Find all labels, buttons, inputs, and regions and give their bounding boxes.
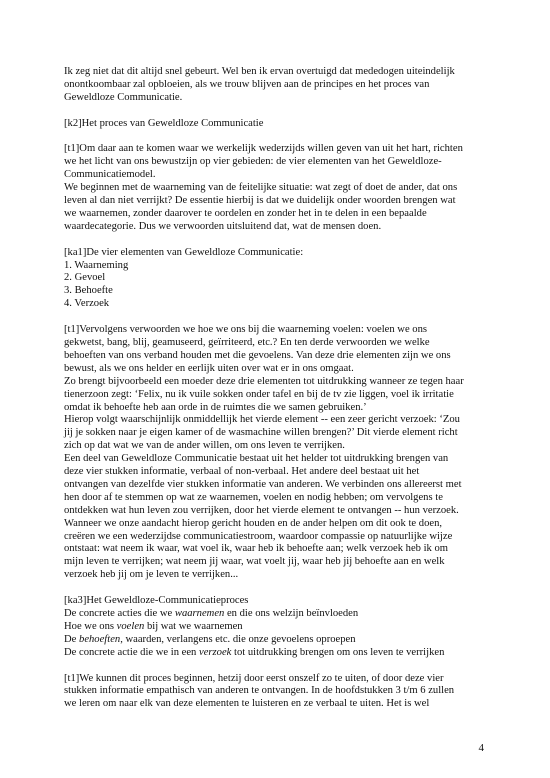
heading-text: [k2]Het proces van Geweldloze Communicatie — [64, 117, 264, 129]
list-heading: [ka1]De vier elementen van Geweldloze Communicatie: — [64, 246, 304, 258]
text-line: tienerzoon zegt: ‘Felix, nu ik vuile sokken onder tafel en bij de tv zie liggen, voel ik irritatie — [64, 388, 454, 400]
text-line: Geweldloze Communicatie. — [64, 91, 183, 103]
text-line: jij je sokken naar je eigen kamer of de wasmachine willen brengen?’ Dit vierde element richt — [64, 427, 458, 439]
document-page — [64, 66, 498, 724]
paragraph-2 — [64, 324, 498, 582]
page-number: 4 — [478, 742, 484, 754]
emphasis: voelen — [116, 620, 145, 632]
list-heading: [ka3]Het Geweldloze-Communicatieproces — [64, 595, 249, 607]
text-line: Wanneer we onze aandacht hierop gericht houden en de ander helpen om dit ook te doen, — [64, 517, 443, 529]
text-segment: en die ons welzijn beïnvloeden — [224, 607, 359, 619]
emphasis: behoeften — [79, 633, 121, 645]
emphasis: waarnemen — [174, 607, 225, 619]
text-line: bewust, als we ons helder en eerlijk uiten over wat er in ons omgaat. — [64, 362, 354, 374]
text-line: gekwetst, bang, blij, geamuseerd, geïrriteerd, etc.? En ten derde verwoorden we welke — [64, 336, 430, 348]
text-segment: De concrete actie die we in een — [64, 646, 199, 658]
process-line-observe — [64, 608, 498, 621]
text-line: [t1]Om daar aan te komen waar we werkelijk wederzijds willen geven van uit het hart, richten — [64, 143, 463, 155]
list-item: 3. Behoefte — [64, 285, 113, 297]
text-line: verzoek heb jij om je leven te verrijken... — [64, 569, 239, 581]
text-line: behoeften van ons verband houden met die gevoelens. Van deze drie elementen zijn we ons — [64, 349, 451, 361]
process-line-request — [64, 647, 498, 660]
text-line: waardecategorie. Dus we verwoorden uitsluitend dat, wat de mensen doen. — [64, 220, 382, 232]
list-item: 4. Verzoek — [64, 298, 110, 310]
process-list — [64, 595, 498, 660]
text-line: Ik zeg niet dat dit altijd snel gebeurt. Wel ben ik ervan overtuigd dat mededogen uiteindelijk — [64, 66, 455, 77]
text-line: ontdekken wat hun leven zou verrijken, door het vierde element te ontvangen -- hun verzoek. — [64, 504, 459, 516]
text-line: stukken informatie empathisch van anderen te ontvangen. In de hoofdstukken 3 t/m 6 zullen — [64, 685, 455, 697]
text-line: omdat ik behoefte heb aan orde in de ruimtes die we samen gebruiken.’ — [64, 401, 367, 413]
text-line: we het licht van ons bewustzijn op vier gebieden: de vier elementen van het Geweldloze- — [64, 156, 442, 168]
text-line: Hierop volgt waarschijnlijk onmiddellijk het vierde element -- een zeer gericht verzoek: ‘Zou — [64, 414, 460, 426]
text-line: mijn leven te verrijken; wat neem jij waar, wat voelt jij, waar heb jij behoefte aan en welk — [64, 556, 445, 568]
elements-list — [64, 247, 498, 312]
text-line: We beginnen met de waarneming van de feitelijke situatie: wat zegt of doet de ander, dat ons — [64, 182, 458, 194]
text-line: deze vier stukken informatie, verbaal of non-verbaal. Het andere deel bestaat uit het — [64, 466, 420, 478]
text-line: we waarnemen, zonder daarover te oordelen en zonder het in te delen in een bepaalde — [64, 207, 427, 219]
text-line: onontkoombaar zal opbloeien, als we trouw blijven aan de principes en het proces van — [64, 78, 430, 90]
text-line: [t1]Vervolgens verwoorden we hoe we ons bij die waarneming voelen: voelen we ons — [64, 324, 428, 336]
section-heading-k2 — [64, 118, 498, 131]
text-line: Een deel van Geweldloze Communicatie bestaat uit het helder tot uitdrukking brengen van — [64, 453, 449, 465]
text-segment: Hoe we ons — [64, 620, 117, 632]
intro-paragraph — [64, 66, 498, 105]
text-line: Communicatiemodel. — [64, 169, 156, 181]
text-segment: bij wat we waarnemen — [144, 620, 243, 632]
text-line: leven al dan niet verrijkt? De essentie hierbij is dat we duidelijk onder woorden brengen wat — [64, 195, 456, 207]
text-line: ontstaat: wat neem ik waar, wat voel ik, waar heb ik behoefte aan; welk verzoek heb ik om — [64, 543, 449, 555]
text-segment: De concrete acties die we — [64, 607, 175, 619]
text-segment: De — [64, 633, 80, 645]
list-item: 2. Gevoel — [64, 272, 106, 284]
text-segment: , waarden, verlangens etc. die onze gevoelens oproepen — [120, 633, 356, 645]
text-line: zich op dat wat we van de ander willen, om ons leven te verrijken. — [64, 440, 345, 452]
process-line-needs — [64, 634, 498, 647]
emphasis: verzoek — [199, 646, 232, 658]
text-segment: tot uitdrukking brengen om ons leven te verrijken — [231, 646, 445, 658]
text-line: hen door af te stemmen op wat ze waarnemen, voelen en nodig hebben; om vervolgens te — [64, 491, 443, 503]
text-line: [t1]We kunnen dit proces beginnen, hetzij door eerst onszelf zo te uiten, of door deze vier — [64, 672, 444, 684]
paragraph-1 — [64, 143, 498, 233]
paragraph-3 — [64, 673, 498, 712]
text-line: ontvangen van dezelfde vier stukken informatie van anderen. We verbinden ons allereerst met — [64, 478, 462, 490]
process-line-feel — [64, 621, 498, 634]
text-line: we leren om naar elk van deze elementen te luisteren en ze verbaal te uiten. Het is wel — [64, 698, 430, 710]
list-item: 1. Waarneming — [64, 259, 129, 271]
text-line: creëren we een wederzijdse communicatiestroom, waardoor compassie op natuurlijke wijze — [64, 530, 453, 542]
text-line: Zo brengt bijvoorbeeld een moeder deze drie elementen tot uitdrukking wanneer ze tegen haar — [64, 375, 464, 387]
